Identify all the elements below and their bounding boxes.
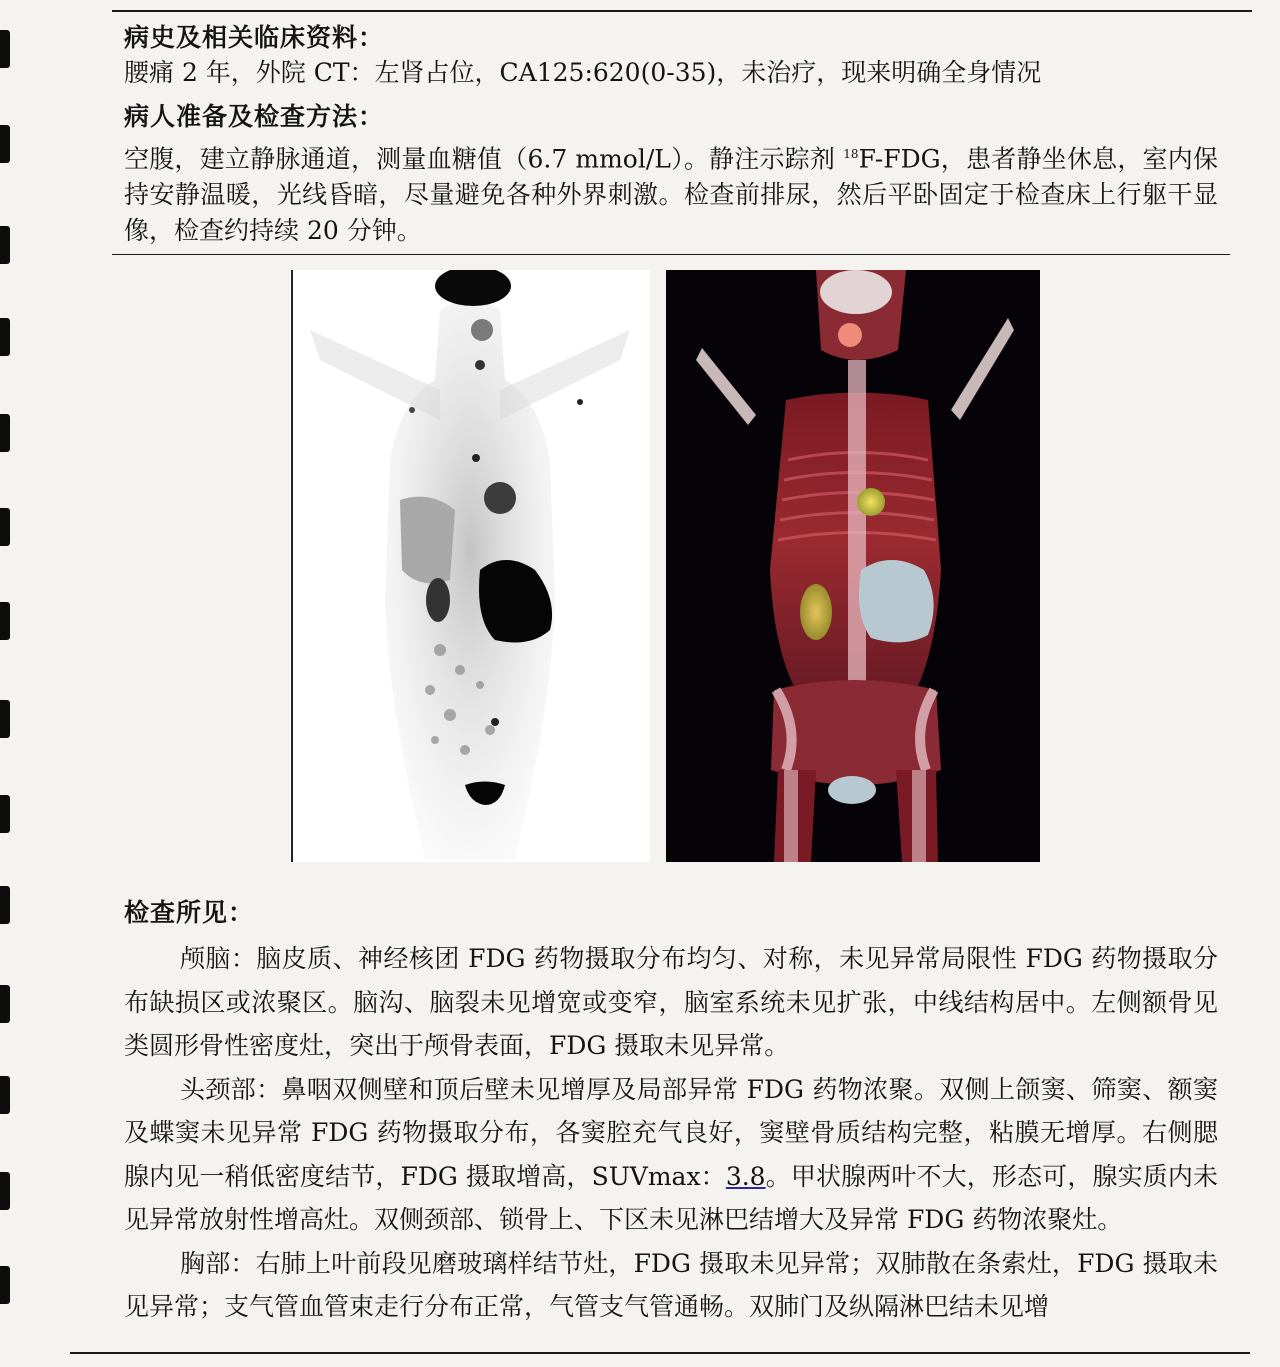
findings-head-neck: 头颈部：鼻咽双侧壁和顶后壁未见增厚及局部异常 FDG 药物浓聚。双侧上颌窦、筛窦、额窦及蝶窦未见异常 FDG 药物摄取分布，各窦腔充气良好，窦壁骨质结构完整，粘膜无增厚。右侧腮腺内见一稍低密度结节，FDG 摄取增高，SUVmax：3.8。甲状腺两叶不大，形态可，腺实质内未见异常放射性增高灶。双侧颈部、锁骨上、下区未见淋巴结增大及异常 FDG 药物浓聚灶。 [124, 1074, 1218, 1234]
preparation-body: 空腹，建立静脉通道，测量血糖值（6.7 mmol/L）。静注示踪剂 $^{18}$F-FDG，患者静坐休息，室内保持安静温暖，光线昏暗，尽量避免各种外界刺激。检查前排尿，然后平卧固定于检查床上行躯干显像，检查约持续 20 分钟。 [124, 144, 1218, 246]
history-title: 病史及相关临床资料： [124, 23, 385, 52]
findings-text [124, 937, 1218, 1329]
pet-mip-image [290, 270, 650, 862]
parotid-suvmax-value: 3.8 [725, 1161, 766, 1191]
preparation-title: 病人准备及检查方法： [124, 102, 385, 131]
isotope-superscript: 18 [843, 147, 859, 161]
findings-brain: 颅脑：脑皮质、神经核团 FDG 药物摄取分布均匀、对称，未见异常局限性 FDG 药物摄取分布缺损区或浓聚区。脑沟、脑裂未见增宽或变窄，脑室系统未见扩张，中线结构居中。左侧额骨见类圆形骨性密度灶，突出于颅骨表面，FDG 摄取未见异常。 [124, 944, 1218, 1060]
top-rule [112, 10, 1252, 12]
binding-holes [0, 0, 14, 1367]
history-body: 腰痛 2 年，外院 CT：左肾占位，CA125:620(0-35)，未治疗，现来明确全身情况 [124, 58, 1042, 87]
findings-chest: 胸部：右肺上叶前段见磨玻璃样结节灶，FDG 摄取未见异常；双肺散在条索灶，FDG 摄取未见异常；支气管血管束走行分布正常，气管支气管通畅。双肺门及纵隔淋巴结未见增 [124, 1248, 1218, 1321]
findings-title: 检查所见： [124, 898, 255, 927]
pet-ct-fusion-image [666, 270, 1040, 862]
pet-mip-figure [290, 270, 650, 862]
bottom-rule [70, 1352, 1250, 1354]
pet-ct-fusion-figure [666, 270, 1040, 862]
history-text [124, 55, 1218, 91]
methods-rule [112, 254, 1230, 255]
preparation-text [124, 136, 1218, 249]
